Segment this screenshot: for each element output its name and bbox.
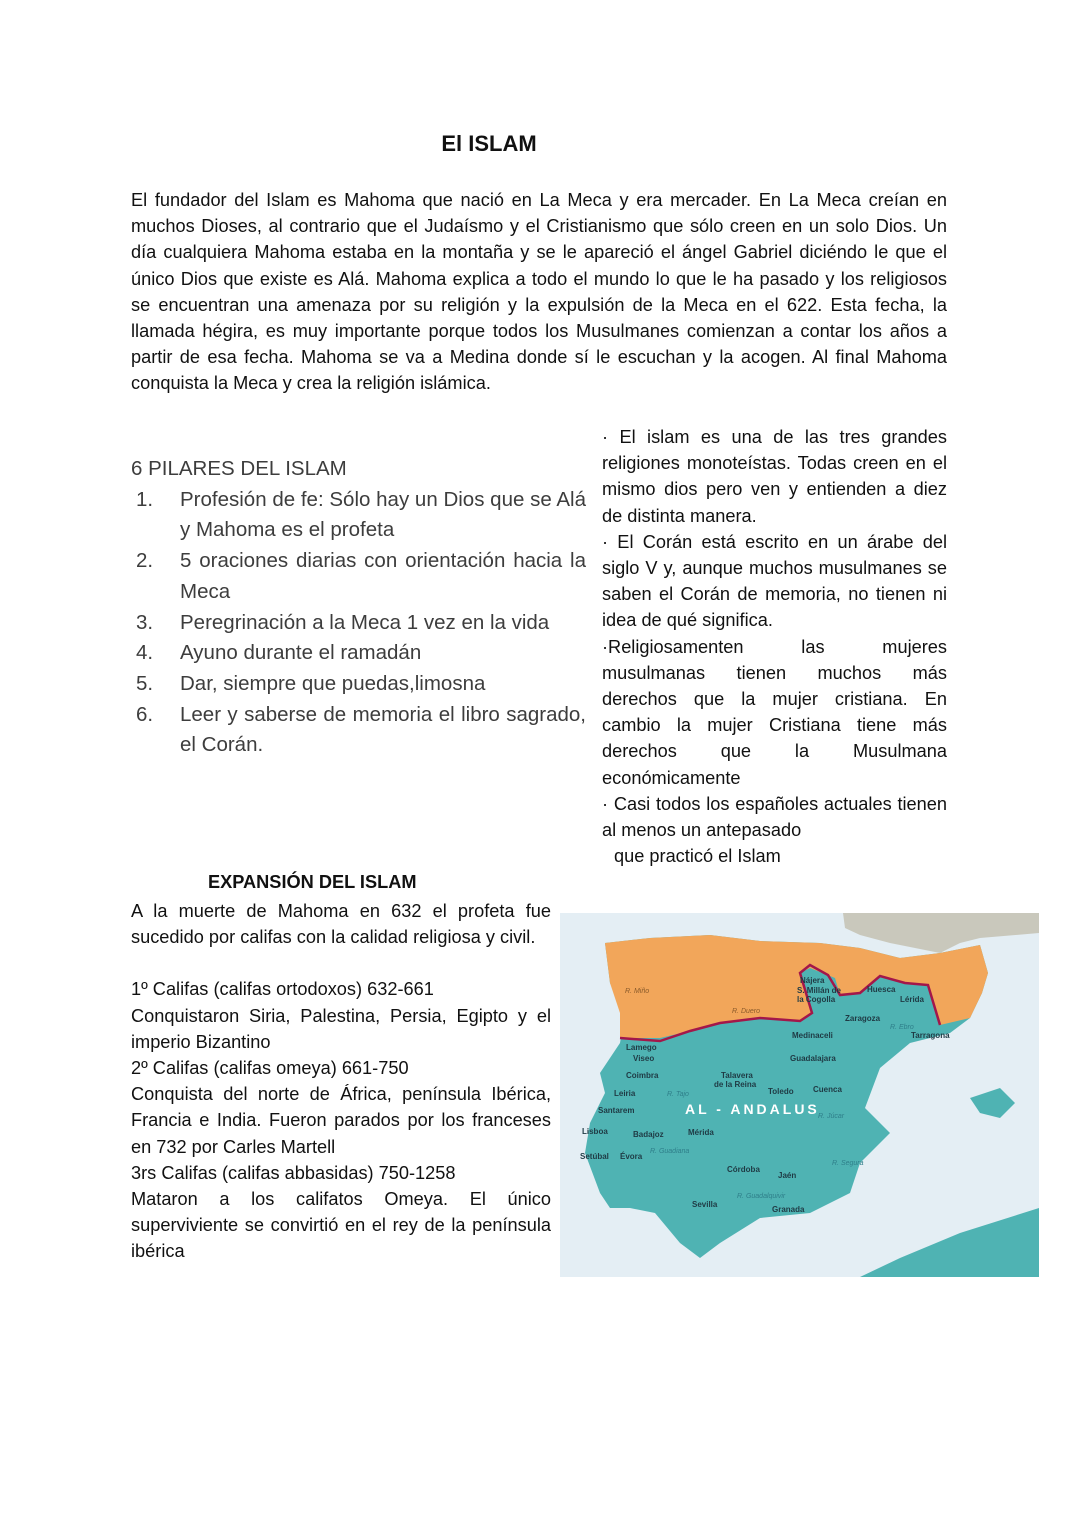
fact-paragraph: · El Corán está escrito en un árabe del siglo V y, aunque muchos musulmanes se saben el Corán de memoria, no tienen ni idea de qué significa.	[602, 531, 947, 631]
pillars-list	[131, 485, 586, 761]
river-label: R. Guadiana	[650, 1148, 690, 1155]
fact-paragraph: · El islam es una de las tres grandes religiones monoteístas. Todas creen en el mismo dios pero ven y entienden a diez de distinta manera.	[602, 427, 947, 526]
city-label: Évora	[620, 1152, 643, 1161]
city-label: Badajoz	[633, 1130, 664, 1139]
city-label: Guadalajara	[790, 1054, 836, 1063]
city-label: de la Reina	[714, 1080, 757, 1089]
city-label: Leiria	[614, 1089, 636, 1098]
item-text: Profesión de fe: Sólo hay un Dios que se Alá y Mahoma es el profeta	[180, 487, 586, 542]
expansion-heading: EXPANSIÓN DEL ISLAM	[208, 872, 417, 892]
city-label: Jaén	[778, 1171, 797, 1180]
intro-paragraph: El fundador del Islam es Mahoma que nació en La Meca y era mercader. En La Meca creían en muchos Dioses, al contrario que el Judaísmo y el Cristianismo que sólo creen en un solo Dios. Un día cualquiera Mahoma estaba en la montaña y se le apareció el ángel Gabriel diciéndo le que el único Dios que existe es Alá. Mahoma explica a todo el mundo lo que le ha pasado y los religiosos se encuentran una amenaza por su religión y la expulsión de la Meca en el 622. Esta fecha, la llamada hégira, es muy importante porque todos los Musulmanes comienzan a contar los años a partir de esa fecha. Mahoma se va a Medina donde sí le escuchan y la acogen. Al final Mahoma conquista la Meca y crea la religión islámica.	[131, 190, 947, 394]
river-label: R. Duero	[732, 1008, 761, 1015]
city-label: Medinaceli	[792, 1031, 833, 1040]
expansion-paragraph: Conquistaron Siria, Palestina, Persia, Egipto y el imperio Bizantino	[131, 1005, 551, 1052]
region-label: AL - ANDALUS	[685, 1101, 820, 1117]
city-label: Córdoba	[727, 1165, 760, 1174]
expansion-paragraph: 3rs Califas (califas abbasidas) 750-1258	[131, 1162, 456, 1183]
city-label: Huesca	[867, 985, 896, 994]
item-text: Leer y saberse de memoria el libro sagrado, el Corán.	[180, 702, 586, 757]
city-label: Toledo	[768, 1087, 794, 1096]
expansion-paragraph: Conquista del norte de África, península Ibérica, Francia e India. Fueron parados por los franceses en 732 por Carles Martell	[131, 1084, 551, 1157]
fact-paragraph: · Casi todos los españoles actuales tienen al menos un antepasado	[602, 793, 947, 841]
list-item	[131, 546, 586, 607]
item-text: Dar, siempre que puedas,limosna	[180, 671, 486, 695]
blank-line	[131, 950, 551, 976]
facts-section	[602, 424, 947, 869]
list-item	[131, 608, 586, 639]
item-text: Ayuno durante el ramadán	[180, 641, 422, 665]
river-label: R. Miño	[625, 988, 650, 995]
expansion-paragraph: 2º Califas (califas omeya) 661-750	[131, 1058, 409, 1079]
fact-paragraph: que practicó el Islam	[614, 846, 781, 867]
item-number: 4.	[136, 641, 154, 665]
list-item	[131, 700, 586, 761]
expansion-paragraph: A la muerte de Mahoma en 632 el profeta fue sucedido por califas con la calidad religiosa y civil.	[131, 901, 551, 948]
city-label: la Cogolla	[797, 995, 836, 1004]
river-label: R. Júcar	[818, 1113, 845, 1120]
city-label: Sevilla	[692, 1200, 718, 1209]
item-text: 5 oraciones diarias con orientación hacia la Meca	[180, 549, 586, 603]
city-label: Lamego	[626, 1043, 657, 1052]
list-item	[131, 485, 586, 546]
city-label: Lérida	[900, 995, 925, 1004]
pillars-heading: 6 PILARES DEL ISLAM	[131, 457, 347, 480]
list-item	[131, 638, 586, 669]
item-number: 3.	[136, 610, 154, 634]
item-text: Peregrinación a la Meca 1 vez en la vida	[180, 610, 550, 634]
al-andalus-map	[560, 913, 1039, 1277]
city-label: Tarragona	[911, 1031, 950, 1040]
item-number: 2.	[136, 549, 154, 573]
page-title: El ISLAM	[441, 131, 537, 156]
city-label: Santarem	[598, 1106, 635, 1115]
city-label: Talavera	[721, 1071, 753, 1080]
city-label: Lisboa	[582, 1127, 608, 1136]
city-label: Coimbra	[626, 1071, 659, 1080]
expansion-paragraph: Mataron a los califatos Omeya. El único superviviente se convirtió en el rey de la península ibérica	[131, 1189, 551, 1262]
river-label: R. Ebro	[890, 1024, 914, 1031]
city-label: Setúbal	[580, 1152, 609, 1161]
city-label: S. Millán de	[797, 986, 842, 995]
city-label: Zaragoza	[845, 1014, 881, 1023]
expansion-section	[131, 898, 551, 1265]
river-label: R. Guadalquivir	[737, 1193, 786, 1200]
item-number: 6.	[136, 702, 154, 726]
river-label: R. Tajo	[667, 1091, 689, 1098]
list-item	[131, 669, 586, 700]
river-label: R. Segura	[832, 1160, 864, 1167]
city-label: Granada	[772, 1205, 805, 1214]
pillars-section	[131, 454, 586, 761]
item-number: 1.	[136, 487, 154, 511]
item-number: 5.	[136, 671, 154, 695]
fact-paragraph: ·Religiosamenten las mujeres musulmanas tienen muchos más derechos que la mujer cristiana. En cambio la mujer Cristiana tiene más derechos que la Musulmana económicamente	[602, 636, 947, 788]
city-label: Cuenca	[813, 1085, 842, 1094]
expansion-paragraph: 1º Califas (califas ortodoxos) 632-661	[131, 979, 434, 1000]
city-label: Mérida	[688, 1128, 714, 1137]
city-label: Viseo	[633, 1054, 655, 1063]
city-label: Nájera	[800, 976, 825, 985]
